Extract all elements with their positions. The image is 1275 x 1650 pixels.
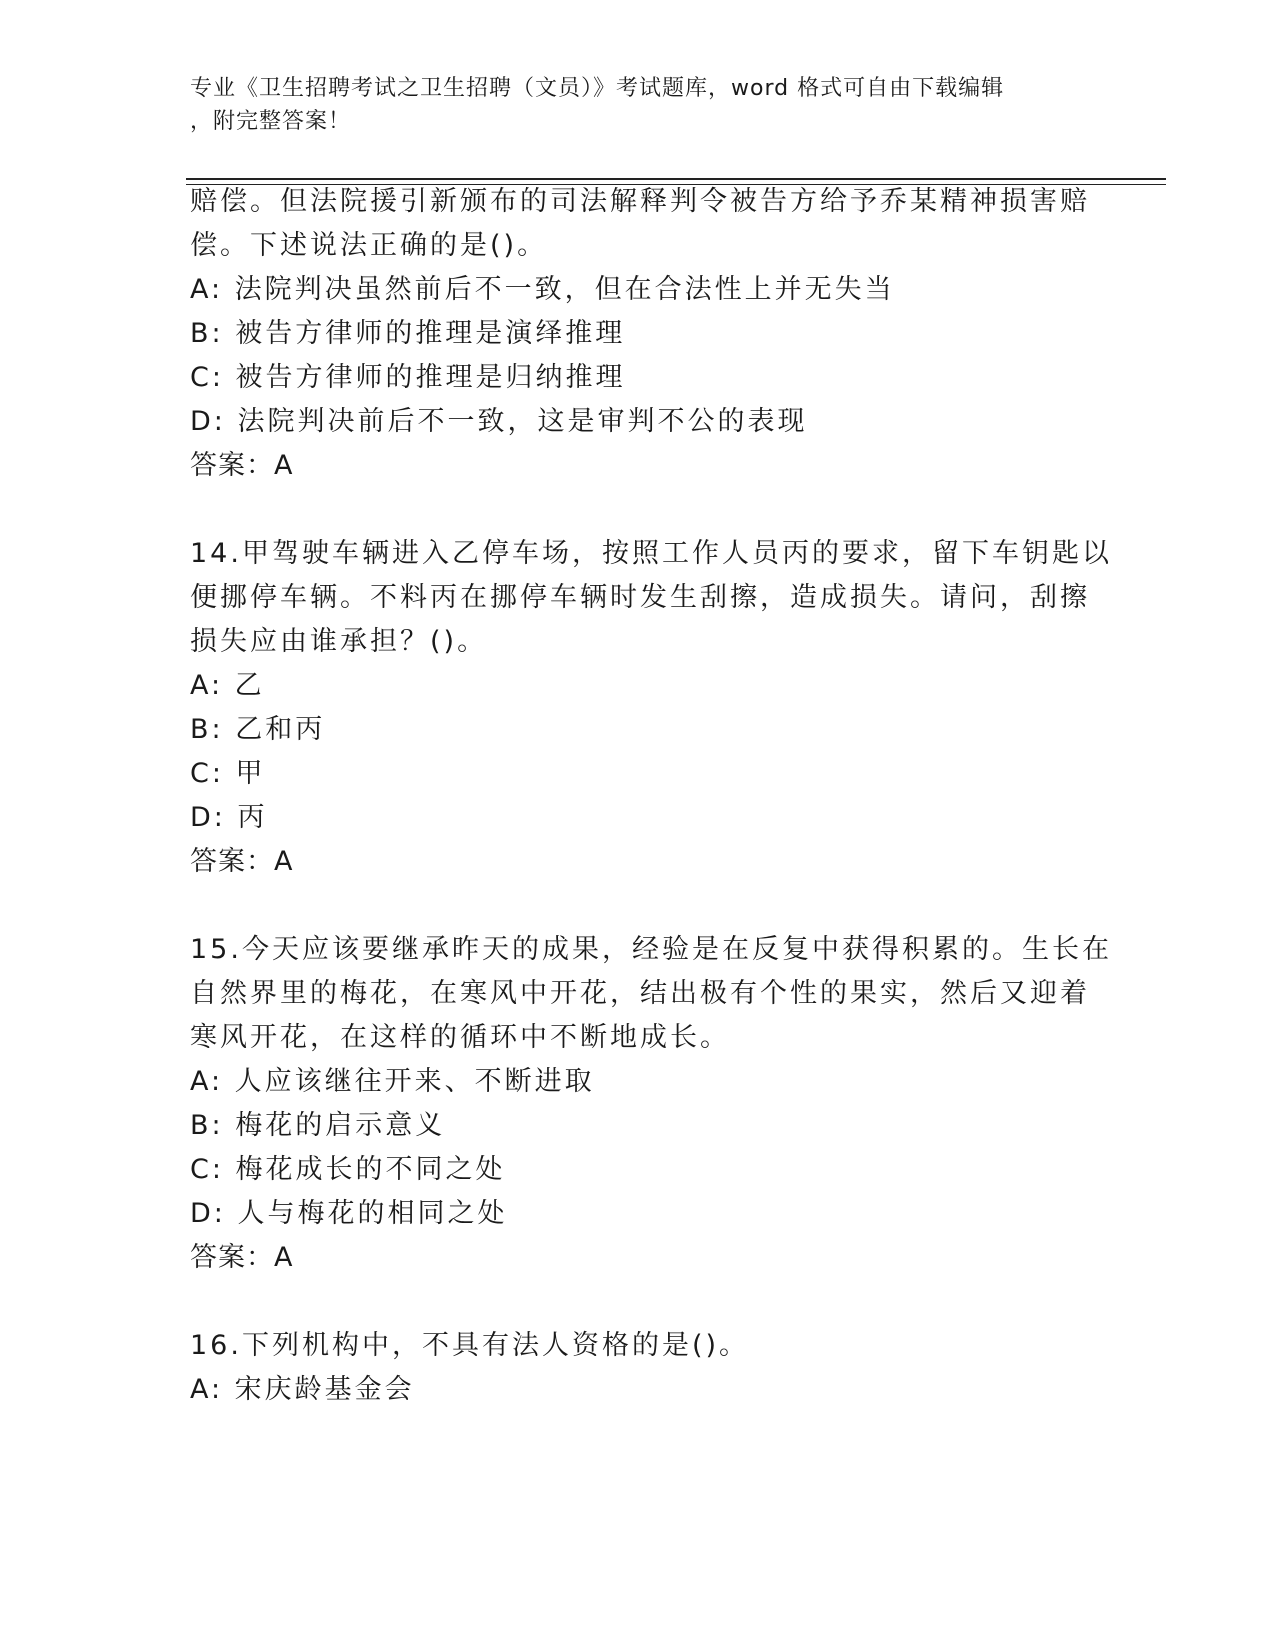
question-14-option-a: A: 乙 xyxy=(190,670,265,701)
question-13-option-d: D: 法院判决前后不一致，这是审判不公的表现 xyxy=(190,406,808,437)
question-15-option-c: C: 梅花成长的不同之处 xyxy=(190,1154,506,1185)
question-15-stem-line-1: 15.今天应该要继承昨天的成果，经验是在反复中获得积累的。生长在 xyxy=(190,934,1112,965)
question-15-option-b: B: 梅花的启示意义 xyxy=(190,1110,446,1141)
question-13-stem-line-1: 赔偿。但法院援引新颁布的司法解释判令被告方给予乔某精神损害赔 xyxy=(190,186,1090,217)
question-14-option-b: B: 乙和丙 xyxy=(190,714,326,745)
question-13-answer: 答案：A xyxy=(190,450,294,481)
question-15-stem-line-3: 寒风开花，在这样的循环中不断地成长。 xyxy=(190,1022,730,1053)
question-13-stem-line-2: 偿。下述说法正确的是()。 xyxy=(190,230,548,261)
question-14-option-c: C: 甲 xyxy=(190,758,266,789)
question-14-option-d: D: 丙 xyxy=(190,802,268,833)
question-14-stem-line-3: 损失应由谁承担？()。 xyxy=(190,626,488,657)
question-14-answer: 答案：A xyxy=(190,846,294,877)
question-15-answer: 答案：A xyxy=(190,1242,294,1273)
question-13-option-a: A: 法院判决虽然前后不一致，但在合法性上并无失当 xyxy=(190,274,895,305)
question-16-stem-line-1: 16.下列机构中，不具有法人资格的是()。 xyxy=(190,1330,750,1361)
question-13-option-c: C: 被告方律师的推理是归纳推理 xyxy=(190,362,626,393)
question-14-stem-line-2: 便挪停车辆。不料丙在挪停车辆时发生刮擦，造成损失。请问，刮擦 xyxy=(190,582,1090,613)
question-13-option-b: B: 被告方律师的推理是演绎推理 xyxy=(190,318,626,349)
question-15-option-d: D: 人与梅花的相同之处 xyxy=(190,1198,508,1229)
header-line-2: ，附完整答案！ xyxy=(190,109,352,134)
question-16-option-a: A: 宋庆龄基金会 xyxy=(190,1374,415,1405)
question-15-option-a: A: 人应该继往开来、不断进取 xyxy=(190,1066,595,1097)
question-14-stem-line-1: 14.甲驾驶车辆进入乙停车场，按照工作人员丙的要求，留下车钥匙以 xyxy=(190,538,1112,569)
page-header xyxy=(190,72,1070,138)
header-line-1: 专业《卫生招聘考试之卫生招聘（文员）》考试题库，word 格式可自由下载编辑 xyxy=(190,76,1005,101)
question-15-stem-line-2: 自然界里的梅花，在寒风中开花，结出极有个性的果实，然后又迎着 xyxy=(190,978,1090,1009)
header-divider-thick xyxy=(186,178,1166,180)
